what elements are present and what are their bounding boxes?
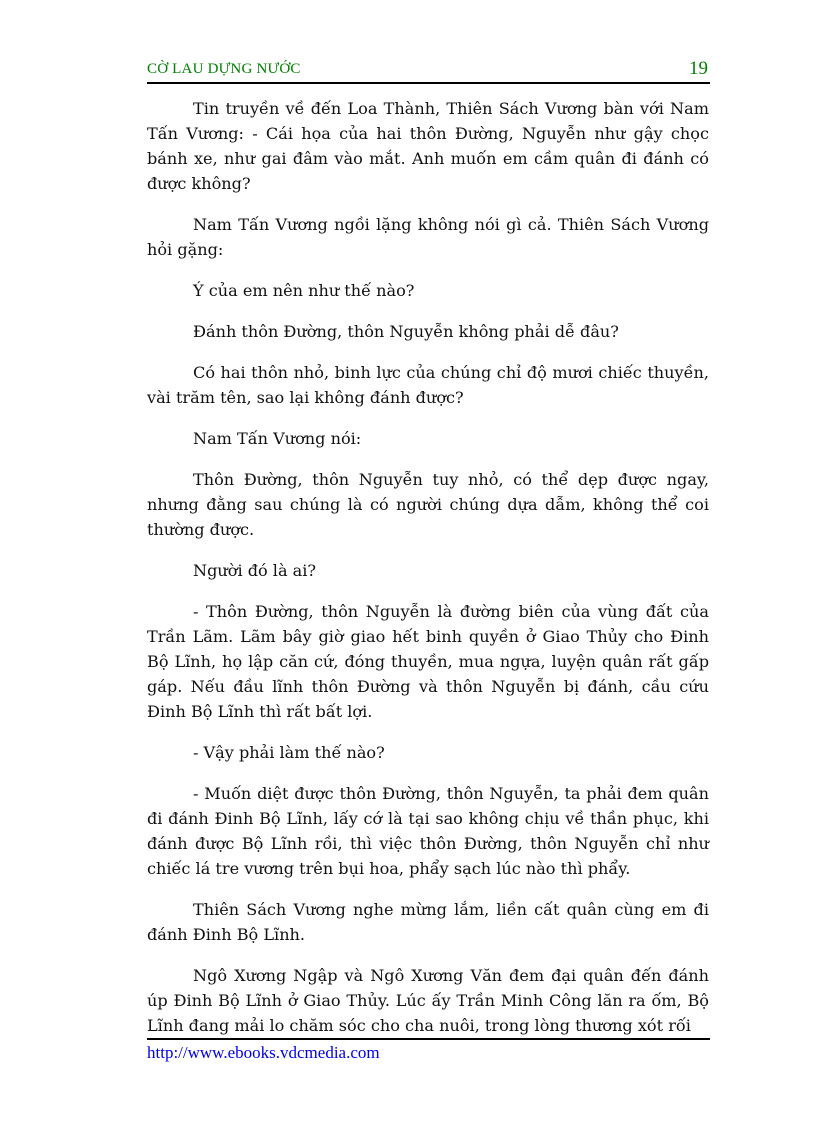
paragraph: Tin truyền về đến Loa Thành, Thiên Sách Vương bàn với Nam Tấn Vương: - Cái họa của hai thôn Đường, Nguyễn như gậy chọc bánh xe, như gai đâm vào mắt. Anh muốn em cầm quân đi đánh có được không?	[147, 99, 709, 193]
paragraph: Ý của em nên như thế nào?	[193, 281, 415, 300]
paragraph: Thôn Đường, thôn Nguyễn tuy nhỏ, có thể dẹp được ngay, nhưng đằng sau chúng là có người chúng dựa dẫm, không thể coi thường được.	[147, 470, 709, 539]
header-title: CỜ LAU DỰNG NƯỚC	[147, 61, 301, 77]
paragraph: - Muốn diệt được thôn Đường, thôn Nguyễn, ta phải đem quân đi đánh Đinh Bộ Lĩnh, lấy cớ là tại sao không chịu về thần phục, khi đánh được Bộ Lĩnh rồi, thì việc thôn Đường, thôn Nguyễn chỉ như chiếc lá tre vương trên bụi hoa, phẩy sạch lúc nào thì phẩy.	[147, 784, 709, 878]
paragraph: Đánh thôn Đường, thôn Nguyễn không phải dễ đâu?	[193, 322, 619, 341]
paragraph: Có hai thôn nhỏ, binh lực của chúng chỉ độ mươi chiếc thuyền, vài trăm tên, sao lại không đánh được?	[147, 363, 709, 407]
running-header	[147, 58, 710, 84]
footer-divider	[147, 1038, 710, 1040]
paragraph: Nam Tấn Vương nói:	[193, 429, 362, 448]
paragraph: Nam Tấn Vương ngồi lặng không nói gì cả. Thiên Sách Vương hỏi gặng:	[147, 215, 709, 259]
body-text	[147, 96, 709, 1054]
paragraph: - Vậy phải làm thế nào?	[193, 743, 385, 762]
paragraph: Thiên Sách Vương nghe mừng lắm, liền cất quân cùng em đi đánh Đinh Bộ Lĩnh.	[147, 900, 709, 944]
paragraph: - Thôn Đường, thôn Nguyễn là đường biên của vùng đất của Trần Lãm. Lãm bây giờ giao hết binh quyền ở Giao Thủy cho Đinh Bộ Lĩnh, họ lập căn cứ, đóng thuyền, mua ngựa, luyện quân rất gấp gáp. Nếu đầu lĩnh thôn Đường và thôn Nguyễn bị đánh, cầu cứu Đinh Bộ Lĩnh thì rất bất lợi.	[147, 602, 709, 721]
footer-link[interactable]: http://www.ebooks.vdcmedia.com	[147, 1043, 380, 1062]
paragraph: Người đó là ai?	[193, 561, 317, 580]
page-number: 19	[689, 58, 708, 79]
paragraph: Ngô Xương Ngập và Ngô Xương Văn đem đại quân đến đánh úp Đinh Bộ Lĩnh ở Giao Thủy. Lúc ấy Trần Minh Công lăn ra ốm, Bộ Lĩnh đang mải lo chăm sóc cho cha nuôi, trong lòng thương xót rối	[147, 966, 709, 1035]
